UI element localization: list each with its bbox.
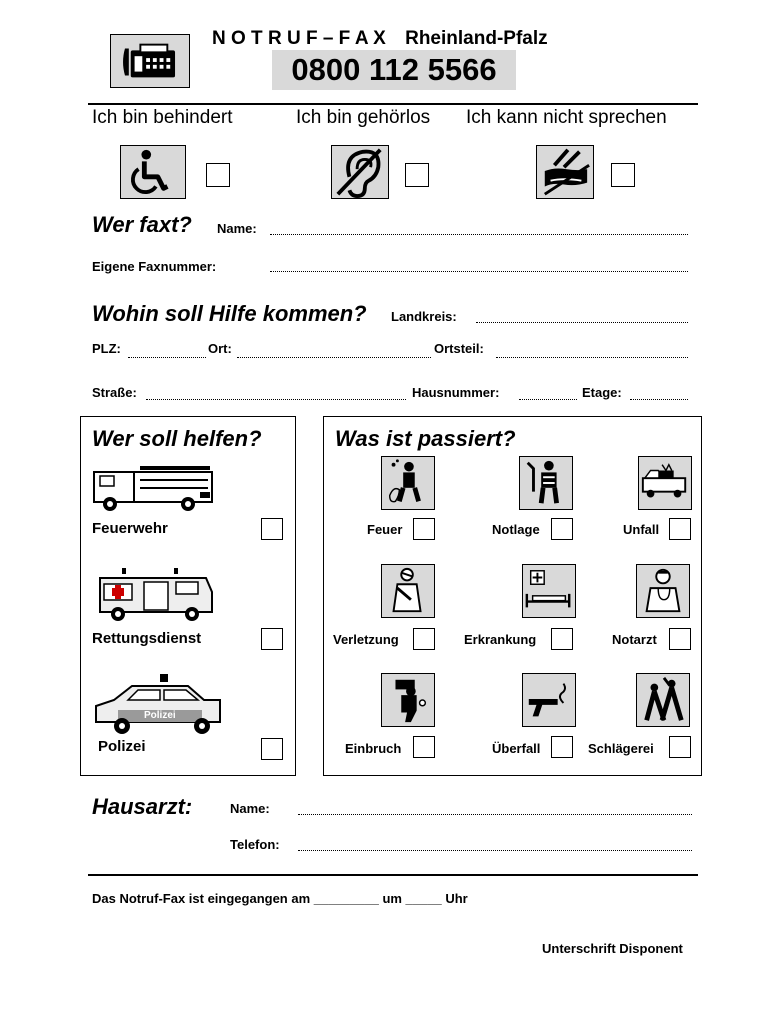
checkbox-fight[interactable] (669, 736, 691, 758)
checkbox-accident[interactable] (669, 518, 691, 540)
checkbox-deaf[interactable] (405, 163, 429, 187)
strasse-field[interactable] (146, 399, 406, 400)
hausnummer-label: Hausnummer: (412, 385, 500, 400)
sender-fax-field[interactable] (270, 271, 688, 272)
ortsteil-field[interactable] (496, 357, 688, 358)
sender-name-field[interactable] (270, 234, 688, 235)
helpers-heading: Wer soll helfen? (92, 426, 262, 451)
etage-field[interactable] (630, 399, 688, 400)
police-car-icon (92, 672, 226, 736)
landkreis-label: Landkreis: (391, 309, 457, 324)
ort-label: Ort: (208, 341, 232, 356)
doctor-name-field[interactable] (298, 814, 692, 815)
car-crash-icon (638, 456, 692, 510)
fire-person-icon (381, 456, 435, 510)
checkbox-ambulance[interactable] (261, 628, 283, 650)
sender-name-label: Name: (217, 221, 257, 236)
plz-field[interactable] (128, 357, 206, 358)
checkbox-mute[interactable] (611, 163, 635, 187)
helper-label-fire: Feuerwehr (92, 520, 168, 537)
received-text: Das Notruf-Fax ist eingegangen am _________ um _____ Uhr (92, 891, 468, 906)
landkreis-field[interactable] (476, 322, 688, 323)
disability-label-disabled: Ich bin behindert (92, 107, 233, 128)
doctor-heading: Hausarzt: (92, 794, 193, 819)
cannot-speak-icon (536, 145, 594, 199)
helper-label-ambulance: Rettungsdienst (92, 630, 202, 647)
incident-label-burglary: Einbruch (345, 741, 402, 756)
incident-label-doctor: Notarzt (612, 632, 657, 647)
incident-label-emergency: Notlage (492, 522, 540, 537)
doctor-phone-label: Telefon: (230, 837, 280, 852)
ambulance-icon (96, 566, 214, 624)
disability-label-deaf: Ich bin gehörlos (296, 107, 431, 128)
checkbox-disabled[interactable] (206, 163, 230, 187)
checkbox-burglary[interactable] (413, 736, 435, 758)
checkbox-injury[interactable] (413, 628, 435, 650)
doctor-icon (636, 564, 690, 618)
doctor-phone-field[interactable] (298, 850, 692, 851)
sender-heading: Wer faxt? (92, 212, 192, 237)
form-title (212, 28, 548, 50)
sender-fax-label: Eigene Faxnummer: (92, 259, 217, 274)
injured-person-icon (381, 564, 435, 618)
checkbox-police[interactable] (261, 738, 283, 760)
plz-label: PLZ: (92, 341, 121, 356)
header-rule (88, 103, 698, 105)
deaf-ear-icon (331, 145, 389, 199)
etage-label: Etage: (582, 385, 622, 400)
checkbox-emergency[interactable] (551, 518, 573, 540)
ort-field[interactable] (237, 357, 431, 358)
incident-label-illness: Erkrankung (464, 632, 537, 647)
incident-label-injury: Verletzung (333, 632, 399, 647)
helper-label-police: Polizei (98, 738, 146, 755)
fax-machine-icon (110, 34, 190, 88)
incident-label-robbery: Überfall (492, 741, 541, 756)
signature-label: Unterschrift Disponent (542, 941, 683, 956)
hausnummer-field[interactable] (519, 399, 577, 400)
phone-number: 0800 112 5566 (272, 50, 516, 90)
emergency-worker-icon (519, 456, 573, 510)
location-heading: Wohin soll Hilfe kommen? (92, 301, 367, 326)
incident-label-fight: Schlägerei (588, 741, 654, 756)
gun-icon (522, 673, 576, 727)
fire-truck-icon (90, 462, 216, 514)
doctor-name-label: Name: (230, 801, 270, 816)
incident-heading: Was ist passiert? (335, 426, 516, 451)
footer-rule (88, 874, 698, 876)
burglar-icon (381, 673, 435, 727)
hospital-bed-icon (522, 564, 576, 618)
disability-label-mute: Ich kann nicht sprechen (466, 107, 667, 128)
checkbox-robbery[interactable] (551, 736, 573, 758)
region-name: Rheinland-Pfalz (405, 28, 548, 49)
ortsteil-label: Ortsteil: (434, 341, 484, 356)
fight-icon (636, 673, 690, 727)
checkbox-fire-brigade[interactable] (261, 518, 283, 540)
strasse-label: Straße: (92, 385, 137, 400)
incident-label-accident: Unfall (623, 522, 660, 537)
police-car-text: Polizei (144, 710, 176, 721)
checkbox-fire[interactable] (413, 518, 435, 540)
title-spaced: N O T R U F – F A X (212, 28, 386, 49)
checkbox-doctor[interactable] (669, 628, 691, 650)
checkbox-illness[interactable] (551, 628, 573, 650)
wheelchair-icon (120, 145, 186, 199)
incident-label-fire: Feuer (367, 522, 403, 537)
